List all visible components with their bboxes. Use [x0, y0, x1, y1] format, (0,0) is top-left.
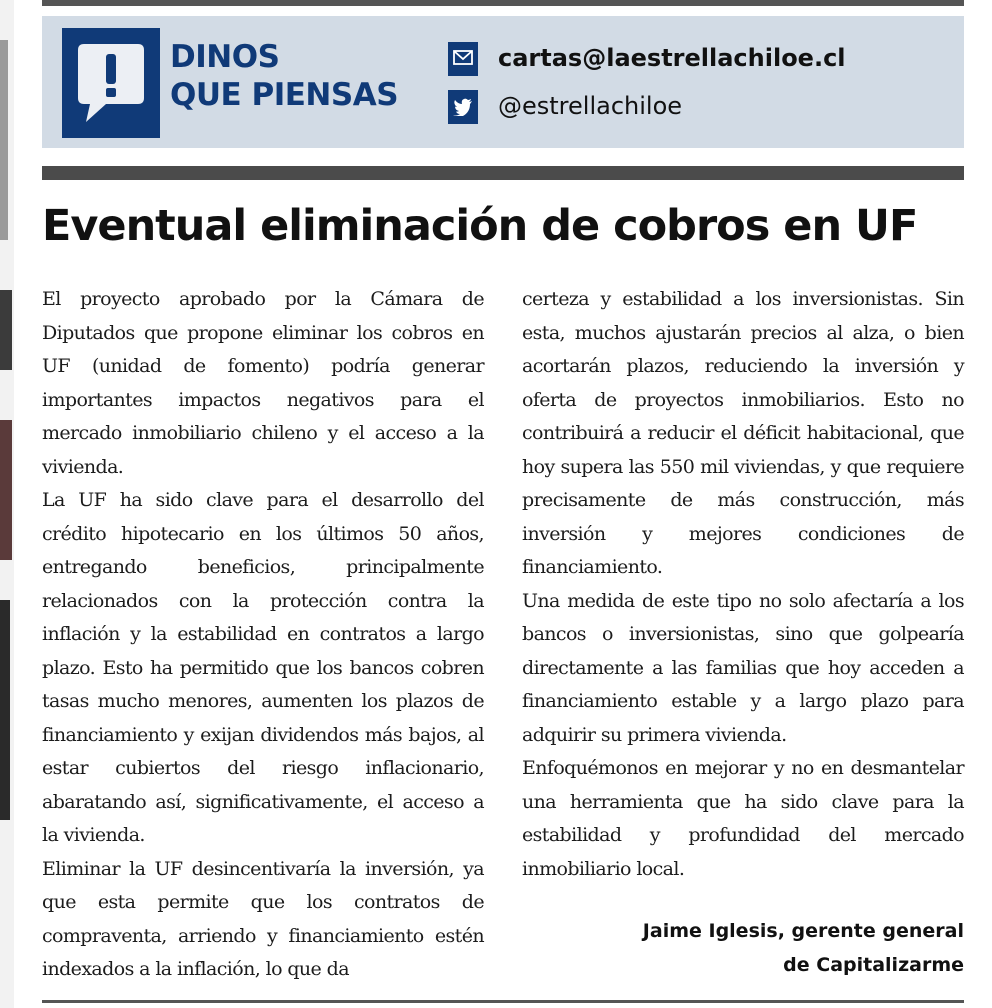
- author-company: de Capitalizarme: [783, 954, 964, 976]
- bottom-rule: [42, 1000, 964, 1003]
- email-address[interactable]: cartas@laestrellachiloe.cl: [498, 44, 846, 72]
- article-paragraph: Eliminar la UF desincentivaría la inversión, ya que esta permite que los contratos de compraventa, arriendo y financiamiento estén indexados a la inflación, lo que da: [42, 857, 484, 980]
- article-paragraph: El proyecto aprobado por la Cámara de Diputados que propone eliminar los cobros en UF (unidad de fomento) podría generar importantes impactos negativos para el mercado inmobiliario chileno y el acceso a la vivienda.: [42, 288, 484, 478]
- adjacent-page-edge: [0, 0, 14, 1008]
- author-name-title: Jaime Iglesis, gerente general: [642, 920, 964, 942]
- article-paragraph: La UF ha sido clave para el desarrollo del crédito hipotecario en los últimos 50 años, entregando beneficios, principalmente relacionados con la protección contra la inflación y la estabilidad en contratos a largo plazo. Esto ha permitido que los bancos cobren tasas mucho menores, aumenten los plazos de financiamiento y exijan dividendos más bajos, al estar cubiertos del riesgo inflacionario, abaratando así, significativamente, el acceso a la vivienda.: [42, 489, 484, 846]
- contact-banner: [42, 16, 964, 148]
- article-column-right: [522, 283, 964, 886]
- author-signature: [522, 914, 964, 982]
- exclamation-icon: [62, 28, 160, 138]
- twitter-handle[interactable]: @estrellachiloe: [498, 92, 683, 120]
- article-paragraph: Una medida de este tipo no solo afectaría a los bancos o inversionistas, sino que golpearía directamente a las familias que hoy acceden a financiamiento estable y a largo plazo para adquirir su primera vivienda.: [522, 589, 964, 746]
- twitter-bird-icon: [448, 90, 478, 124]
- article-column-left: [42, 283, 484, 987]
- article-headline: Eventual eliminación de cobros en UF: [42, 201, 918, 251]
- article-paragraph: certeza y estabilidad a los inversionistas. Sin esta, muchos ajustarán precios al alza, o bien acortarán plazos, reduciendo la inversión y oferta de proyectos inmobiliarios. Esto no contribuirá a reducir el déficit habitacional, que hoy supera las 550 mil viviendas, y que requiere precisamente de más construcción, más inversión y mejores condiciones de financiamiento.: [522, 288, 964, 578]
- article-paragraph: Enfoquémonos en mejorar y no en desmantelar una herramienta que ha sido clave para la estabilidad y profundidad del mercado inmobiliario local.: [522, 757, 964, 880]
- top-rule: [42, 0, 964, 6]
- banner-heading: DINOS QUE PIENSAS: [170, 39, 399, 113]
- section-rule: [42, 166, 964, 180]
- mail-icon: [448, 42, 478, 76]
